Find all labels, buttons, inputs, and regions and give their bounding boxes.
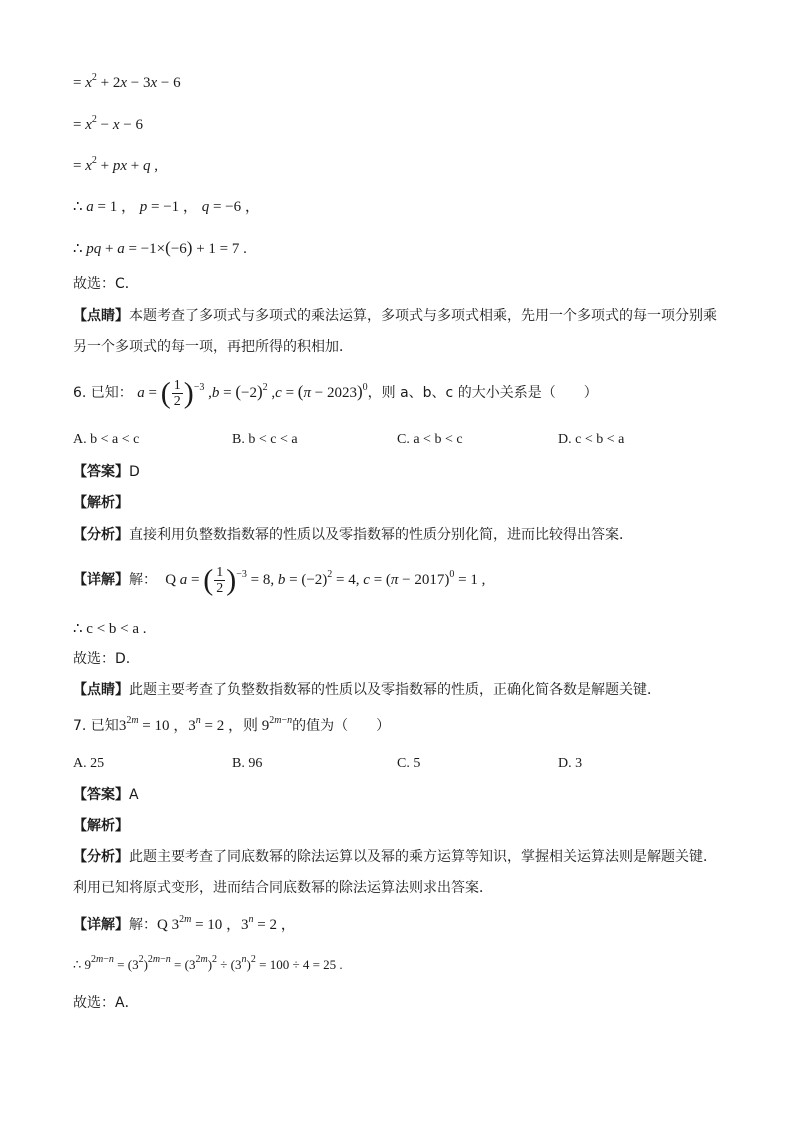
fenxi-tag: 【分析】 — [73, 527, 129, 543]
detail-prefix: 解： — [129, 917, 157, 933]
fenxi-tag: 【分析】 — [73, 849, 129, 865]
q6-option-b: B. b < c < a — [232, 432, 298, 447]
q6-analysis-tag: 【解析】 — [73, 495, 129, 511]
q7-derivation: ∴ $9^{2m-n} = (3^2)^{2m-n} = (3^{2m})^2 \div (3^n)^2 = 100 \div 4 = 25$ . — [73, 954, 343, 972]
q7-option-a: A. 25 — [73, 756, 105, 771]
q7-formula: $3^{2m} = 10$ ，$3^n = 2$ ，则 $9^{2m-n}$ — [118, 715, 293, 734]
fenxi-text: 直接利用负整数指数幂的性质以及零指数幂的性质分别化简，进而比较得出答案． — [129, 527, 633, 543]
comment-text: 此题主要考查了负整数指数幂的性质以及零指数幂的性质，正确化简各数是解题关键． — [129, 682, 661, 698]
q6-stem-tail: ，则 a、b、c 的大小关系是（ ） — [367, 385, 598, 401]
q6-option-a: A. b < a < c — [73, 432, 140, 447]
q6-comment — [73, 680, 661, 700]
answer-tag: 【答案】 — [73, 464, 129, 480]
q6-number: 6. 已知： — [73, 385, 133, 401]
q5-comment — [73, 306, 717, 326]
q7-choose: 故选：A． — [73, 995, 139, 1011]
q6-answer — [73, 462, 140, 482]
q7-option-c: C. 5 — [397, 756, 421, 771]
detail-tag: 【详解】 — [73, 572, 129, 588]
answer-value: D — [129, 464, 140, 480]
comment-text: 本题考查了多项式与多项式的乘法运算，多项式与多项式相乘，先用一个多项式的每一项分别乘 — [129, 308, 717, 324]
q6-stem — [73, 372, 598, 413]
q6-option-d: D. c < b < a — [558, 432, 625, 447]
answer-tag: 【答案】 — [73, 787, 129, 803]
fenxi-text: 此题主要考查了同底数幂的除法运算以及幂的乘方运算等知识，掌握相关运算法则是解题关键． — [129, 849, 717, 865]
q6-option-c: C. a < b < c — [397, 432, 463, 447]
q6-choose: 故选：D. — [73, 651, 131, 667]
q7-option-b: B. 96 — [232, 756, 263, 771]
q7-detail — [73, 915, 296, 935]
q7-number: 7. 已知 — [73, 718, 119, 734]
q6-detail-formula: Q a = ( $\frac{1}{2}$ )$^{-3}$ = 8, $b = (-2)^2 = 4$, $c = (\pi - 2017)^0 = 1$ , — [161, 563, 486, 597]
q7-detail-formula: Q $3^{2m} = 10$ ，$3^n = 2$ ， — [157, 914, 296, 933]
q7-fenxi-cont: 利用已知将原式变形，进而结合同底数幂的除法运算法则求出答案． — [73, 880, 493, 896]
q5-choose: 故选：C． — [73, 276, 139, 292]
detail-prefix: 解： — [129, 572, 157, 588]
q6-fenxi — [73, 525, 633, 545]
comment-tag: 【点睛】 — [73, 682, 129, 698]
q7-stem — [73, 716, 390, 736]
comment-tag: 【点睛】 — [73, 308, 129, 324]
q7-fenxi — [73, 847, 717, 867]
step-line-5: ∴ pq + a = −1×(−6) + 1 = 7 . — [73, 238, 247, 257]
q7-answer — [73, 785, 139, 805]
q5-comment-cont: 另一个多项式的每一项，再把所得的积相加． — [73, 339, 353, 355]
step-line-4: ∴ a = 1 ， p = −1 ， q = −6 ， — [73, 199, 260, 215]
q6-detail — [73, 560, 485, 600]
q6-formula: a = ( $\frac{1}{2}$ )$^{-3}$ $,b = (-2)^2$ $,c = (\pi - 2023)^0$ — [137, 376, 368, 410]
q7-stem-tail: 的值为（ ） — [292, 718, 391, 734]
step-line-2: = $x^2 - x - 6$ — [73, 114, 143, 133]
q7-analysis-tag: 【解析】 — [73, 818, 129, 834]
q7-option-d: D. 3 — [558, 756, 583, 771]
step-line-3: = $x^2$ + px + q , — [73, 155, 158, 174]
detail-tag: 【详解】 — [73, 917, 129, 933]
answer-value: A — [129, 787, 139, 803]
step-line-1: = $x^2 + 2x - 3x - 6$ — [73, 72, 181, 91]
q6-conclude: ∴ c < b < a . — [73, 621, 147, 637]
